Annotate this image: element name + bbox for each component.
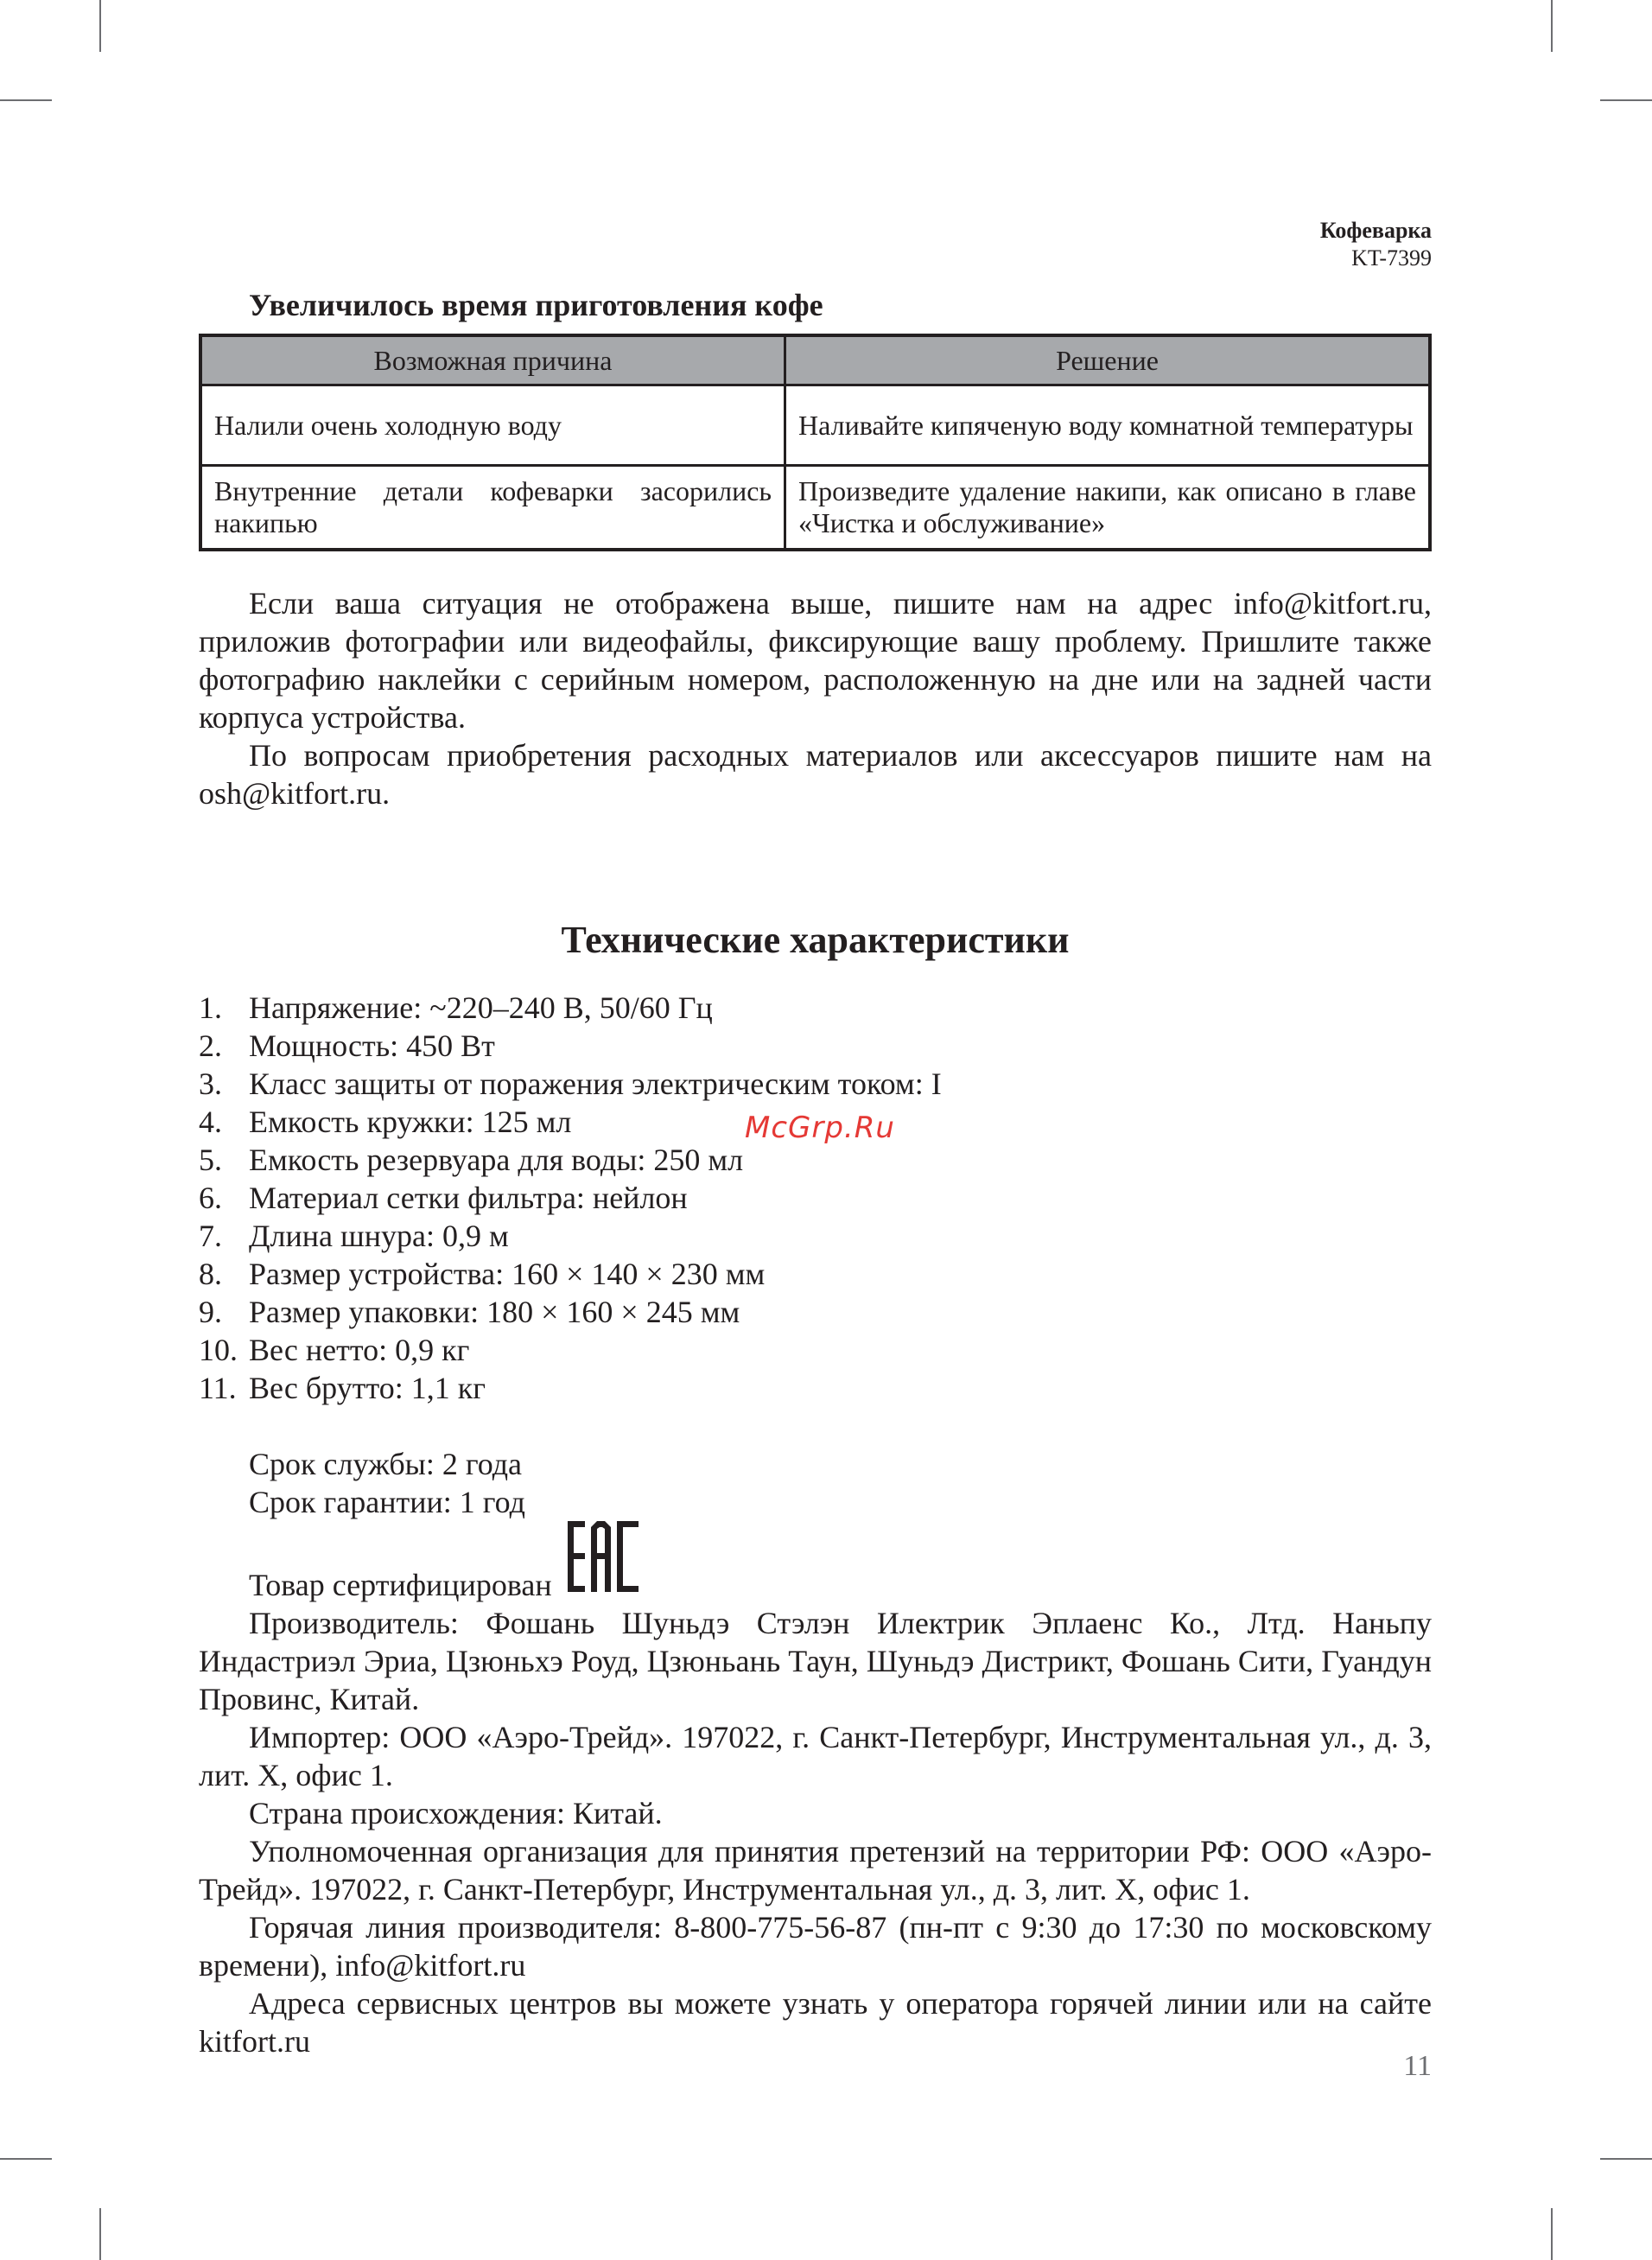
manufacturer-info: Производитель: Фошань Шуньдэ Стэлэн Илектрик Эплаенс Ко., Лтд. Наньпу Индастриэл Эриа, Цзюньхэ Роуд, Цзюньань Таун, Шуньдэ Дистрикт, Фошань Сити, Гуандун Провинс, Китай. [199, 1606, 1432, 1716]
list-item-number: 6. [199, 1181, 222, 1215]
troubleshooting-title: Увеличилось время приготовления кофе [249, 288, 823, 322]
list-item-number: 9. [199, 1295, 222, 1329]
authorized-organization: Уполномоченная организация для принятия претензий на территории РФ: ООО «Аэро-Трейд». 197022, г. Санкт-Петербург, Инструментальная ул., д. 3, лит. Х, офис 1. [199, 1834, 1432, 1907]
column-header-solution: Решение [785, 335, 1431, 385]
list-item [199, 1293, 1432, 1331]
table-header-row [200, 335, 1430, 385]
list-item-number: 2. [199, 1028, 222, 1063]
crop-mark-bottom-left [99, 2208, 101, 2260]
list-item-text: Вес нетто: 0,9 кг [249, 1333, 470, 1367]
list-item-number: 11. [199, 1371, 237, 1405]
watermark: McGrp.Ru [745, 1111, 895, 1145]
list-item [199, 1027, 1432, 1065]
page-content [199, 285, 1432, 2060]
list-item-number: 1. [199, 990, 222, 1025]
crop-mark-top-left-h [0, 99, 52, 101]
list-item-text: Напряжение: ~220–240 В, 50/60 Гц [249, 990, 713, 1025]
service-info [199, 1445, 1432, 1604]
table-row [200, 385, 1430, 466]
list-item-text: Класс защиты от поражения электрическим током: I [249, 1066, 942, 1101]
certified-text: Товар сертифицирован [249, 1568, 552, 1602]
table-cell-cause: Налили очень холодную воду [200, 385, 785, 466]
list-item-number: 4. [199, 1105, 222, 1139]
list-item [199, 1065, 1432, 1103]
warranty-period: Срок гарантии: 1 год [249, 1485, 525, 1519]
list-item-text: Вес брутто: 1,1 кг [249, 1371, 486, 1405]
list-item-text: Материал сетки фильтра: нейлон [249, 1181, 688, 1215]
importer-info: Импортер: ООО «Аэро-Трейд». 197022, г. Санкт-Петербург, Инструментальная ул., д. 3, лит. Х, офис 1. [199, 1720, 1432, 1792]
list-item-text: Размер устройства: 160 × 140 × 230 мм [249, 1257, 766, 1291]
eac-mark-icon [568, 1521, 639, 1601]
list-item [199, 1331, 1432, 1369]
list-item-number: 5. [199, 1143, 222, 1177]
crop-mark-top-right-h [1600, 99, 1652, 101]
list-item [199, 1217, 1432, 1255]
country-of-origin: Страна происхождения: Китай. [249, 1796, 663, 1830]
list-item [199, 1141, 1432, 1179]
crop-mark-bottom-left-h [0, 2158, 52, 2160]
crop-mark-bottom-right [1551, 2208, 1553, 2260]
specs-title: Технические характеристики [561, 919, 1070, 961]
crop-mark-bottom-right-h [1600, 2158, 1652, 2160]
table-cell-solution: Наливайте кипяченую воду комнатной температуры [785, 385, 1431, 466]
contact-paragraph: Если ваша ситуация не отображена выше, пишите нам на адрес info@kitfort.ru, приложив фотографии или видеофайлы, фиксирующие вашу проблему. Пришлите также фотографию наклейки с серийным номером, расположенную на дне или на задней части корпуса устройства. [199, 586, 1432, 735]
list-item [199, 1179, 1432, 1217]
list-item-text: Емкость резервуара для воды: 250 мл [249, 1143, 744, 1177]
list-item-text: Длина шнура: 0,9 м [249, 1219, 509, 1253]
list-item [199, 1255, 1432, 1293]
crop-mark-top-left [99, 0, 101, 52]
accessories-paragraph: По вопросам приобретения расходных материалов или аксессуаров пишите нам на osh@kitfort.ru. [199, 738, 1432, 811]
list-item-number: 10. [199, 1333, 238, 1367]
hotline-info: Горячая линия производителя: 8-800-775-56-87 (пн-пт с 9:30 до 17:30 по московскому времени), info@kitfort.ru [199, 1910, 1432, 1983]
header-product-title: Кофеварка [1319, 218, 1432, 243]
list-item-text: Емкость кружки: 125 мл [249, 1105, 572, 1139]
header-model: KT-7399 [1351, 245, 1432, 271]
service-centers-info: Адреса сервисных центров вы можете узнать у оператора горячей линии или на сайте kitfort.ru [199, 1986, 1432, 2059]
list-item [199, 989, 1432, 1027]
crop-mark-top-right [1551, 0, 1553, 52]
list-item [199, 1369, 1432, 1407]
specs-list [199, 989, 1432, 1407]
certification-line [249, 1521, 1432, 1604]
list-item-number: 3. [199, 1066, 222, 1101]
table-cell-solution: Произведите удаление накипи, как описано в главе «Чистка и обслуживание» [785, 466, 1431, 551]
list-item-number: 8. [199, 1257, 222, 1291]
column-header-cause: Возможная причина [200, 335, 785, 385]
service-life: Срок службы: 2 года [249, 1447, 523, 1481]
list-item-text: Размер упаковки: 180 × 160 × 245 мм [249, 1295, 740, 1329]
page-number: 11 [1403, 2050, 1432, 2082]
table-cell-cause: Внутренние детали кофеварки засорились накипью [200, 466, 785, 551]
list-item-number: 7. [199, 1219, 222, 1253]
troubleshooting-table [199, 334, 1432, 551]
list-item-text: Мощность: 450 Вт [249, 1028, 495, 1063]
table-row [200, 466, 1430, 551]
